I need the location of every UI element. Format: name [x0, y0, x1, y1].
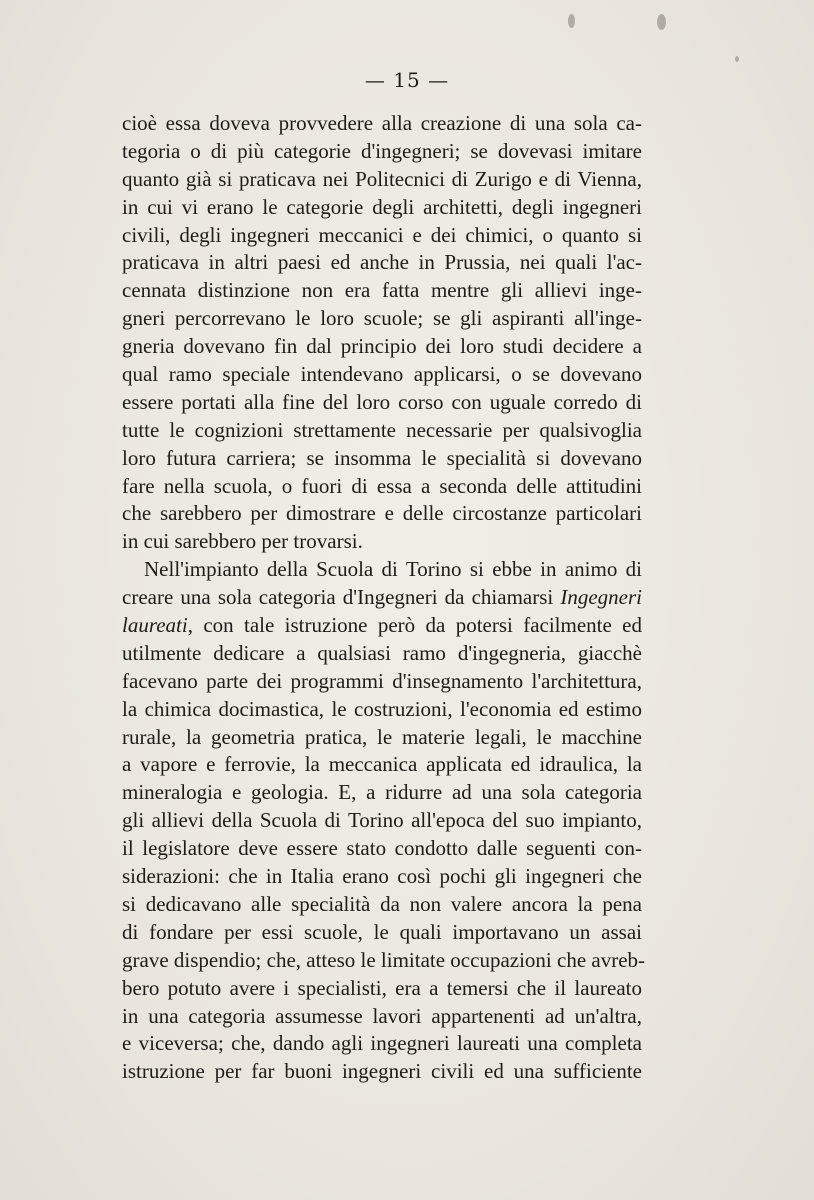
paragraph-1 [122, 110, 642, 556]
text-line: fare nella scuola, o fuori di essa a seconda delle attitudini [122, 473, 642, 498]
text-line: che sarebbero per dimostrare e delle circostanze particolari [122, 501, 642, 526]
italic-term: Ingegneri [560, 585, 642, 610]
text-line: siderazioni: che in Italia erano così pochi gli ingegneri che [122, 864, 642, 889]
text-line: il legislatore deve essere stato condotto dalle seguenti con- [122, 836, 642, 861]
text-line [122, 584, 642, 612]
text-line: gneria dovevano fin dal principio dei loro studi decidere a [122, 334, 642, 359]
text-run: , con tale istruzione però da potersi facilmente ed [187, 613, 642, 638]
text-line: e viceversa; che, dando agli ingegneri laureati una completa [122, 1031, 642, 1056]
text-line: essere portati alla fine del loro corso con uguale corredo di [122, 389, 642, 414]
ink-spot [568, 14, 575, 28]
text-line: in una categoria assumesse lavori appartenenti ad un'altra, [122, 1003, 642, 1028]
text-run: creare una sola categoria d'Ingegneri da chiamarsi [122, 585, 561, 610]
text-line: cioè essa doveva provvedere alla creazione di una sola ca- [122, 111, 642, 135]
text-line: rurale, la geometria pratica, le materie legali, le macchine [122, 724, 642, 749]
text-line: gneri percorrevano le loro scuole; se gli aspiranti all'inge- [122, 306, 642, 331]
text-line: la chimica docimastica, le costruzioni, l'economia ed estimo [122, 696, 642, 721]
text-line: si dedicavano alle specialità da non valere ancora la pena [122, 891, 642, 916]
text-line: di fondare per essi scuole, le quali importavano un assai [122, 919, 642, 944]
text-line: grave dispendio; che, atteso le limitate occupazioni che avreb- [122, 947, 646, 972]
body-text [122, 110, 646, 1086]
text-line: utilmente dedicare a qualsiasi ramo d'ingegneria, giacchè [122, 640, 642, 665]
text-line: qual ramo speciale intendevano applicarsi, o se dovevano [122, 362, 642, 387]
text-line: Nell'impianto della Scuola di Torino si ebbe in animo di [144, 557, 642, 582]
text-line: tutte le cognizioni strettamente necessarie per qualsivoglia [122, 417, 642, 442]
text-line: tegoria o di più categorie d'ingegneri; se dovevasi imitare [122, 138, 642, 163]
text-line: quanto già si praticava nei Politecnici di Zurigo e di Vienna, [122, 166, 642, 191]
text-line: mineralogia e geologia. E, a ridurre ad una sola categoria [122, 780, 642, 805]
text-line: loro futura carriera; se insomma le specialità si dovevano [122, 445, 642, 470]
text-line: bero potuto avere i specialisti, era a temersi che il laureato [122, 975, 642, 1000]
text-line: cennata distinzione non era fatta mentre gli allievi inge- [122, 278, 642, 303]
text-line: a vapore e ferrovie, la meccanica applicata ed idraulica, la [122, 752, 642, 777]
text-line: facevano parte dei programmi d'insegnamento l'architettura, [122, 668, 642, 693]
text-line: in cui sarebbero per trovarsi. [122, 529, 363, 554]
italic-term: laureati [122, 613, 188, 638]
text-line: in cui vi erano le categorie degli architetti, degli ingegneri [122, 194, 642, 219]
page-number: — 15 — [364, 68, 450, 92]
text-line: istruzione per far buoni ingegneri civili ed una sufficiente [122, 1059, 642, 1084]
paragraph-2 [122, 556, 646, 1086]
text-line [122, 612, 642, 640]
text-line: civili, degli ingegneri meccanici e dei chimici, o quanto si [122, 222, 642, 247]
text-line: praticava in altri paesi ed anche in Prussia, nei quali l'ac- [122, 250, 642, 275]
ink-spot [735, 56, 739, 62]
ink-spot [657, 14, 666, 30]
text-line: gli allievi della Scuola di Torino all'epoca del suo impianto, [122, 808, 642, 833]
